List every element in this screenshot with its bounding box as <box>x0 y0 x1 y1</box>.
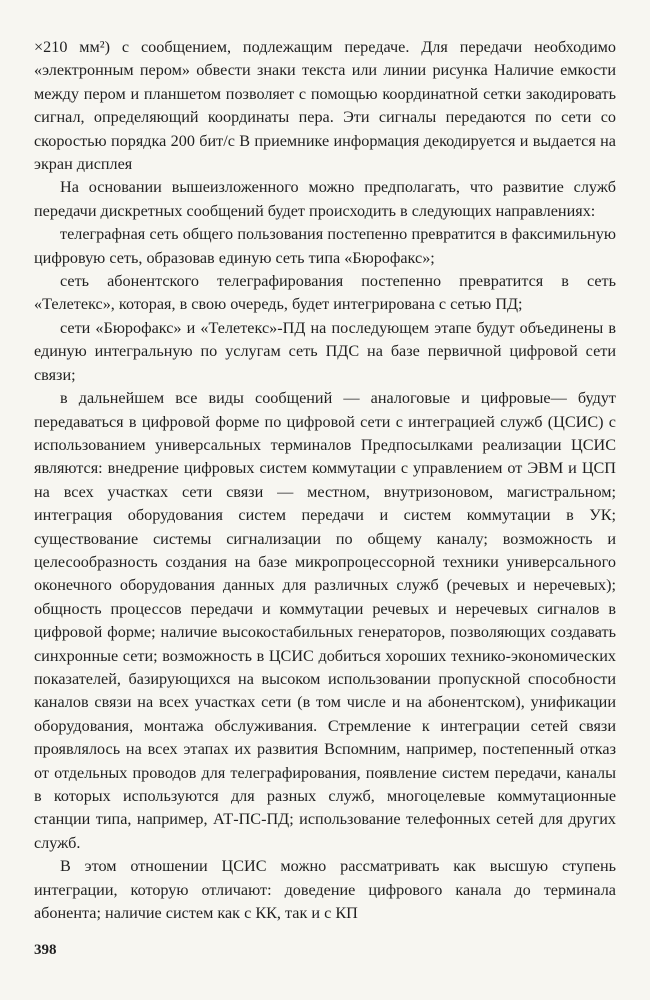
paragraph-development-intro: На основании вышеизложенного можно предполагать, что развитие служб передачи дискретных сообщений будет происходить в следующих направлениях: <box>34 178 616 220</box>
paragraph-continuation: ×210 мм²) с сообщением, подлежащим передаче. Для передачи необходимо «электронным пером» обвести знаки текста или линии рисунка Наличие емкости между пером и планшетом позволяет с помощью координатной сетки закодировать сигнал, определяющий координаты пера. Эти сигналы передаются по сети со скоростью порядка 200 бит/с В приемнике информация декодируется и выдается на экран дисплея <box>34 38 616 174</box>
paragraph-isdn-prerequisites: в дальнейшем все виды сообщений — аналоговые и цифровые— будут передаваться в цифровой форме по цифровой сети с интеграцией служб (ЦСИС) с использованием универсальных терминалов Предпосылками реализации ЦСИС являются: внедрение цифровых систем коммутации с управлением от ЭВМ и ЦСП на всех участках сети связи — местном, внутризоновом, магистральном; интеграция оборудования систем передачи и систем коммутации в УК; существование системы сигнализации по общему каналу; возможность и целесообразность создания на базе микропроцессорной техники универсального оконечного оборудования данных для различных служб (речевых и неречевых); общность процессов передачи и коммутации речевых и неречевых сигналов в цифровой форме; наличие высокостабильных генераторов, позволяющих создавать синхронные сети; возможность в ЦСИС добиться хороших технико-экономических показателей, базирующихся на высоком использовании пропускной способности каналов связи на всех участках сети (в том числе и на абонентском), унификации оборудования, монтажа обслуживания. Стремление к интеграции сетей связи проявлялось на всех этапах их развития Вспомним, например, постепенный отказ от отдельных проводов для телеграфирования, появление систем передачи, каналы в которых используются для разных служб, многоцелевые коммутационные станции типа, например, АТ-ПС-ПД; использование телефонных сетей для других служб. <box>34 389 616 852</box>
paragraph-telegraph-network: телеграфная сеть общего пользования постепенно превратится в факсимильную цифровую сеть, образовав единую сеть типа «Бюрофакс»; <box>34 225 616 267</box>
paragraph-network-merge: сети «Бюрофакс» и «Телетекс»-ПД на последующем этапе будут объединены в единую интегральную по услугам сеть ПДС на базе первичной цифровой сети связи; <box>34 318 616 384</box>
paragraph-isdn-integration: В этом отношении ЦСИС можно рассматривать как высшую ступень интеграции, которую отличают: доведение цифрового канала до терминала абонента; наличие систем как с КК, так и с КП <box>34 857 616 923</box>
paragraph-subscriber-telegraphy: сеть абонентского телеграфирования постепенно превратится в сеть «Телетекс», которая, в свою очередь, будет интегрирована с сетью ПД; <box>34 272 616 314</box>
page-body <box>34 36 616 966</box>
page-number: 398 <box>34 942 57 958</box>
